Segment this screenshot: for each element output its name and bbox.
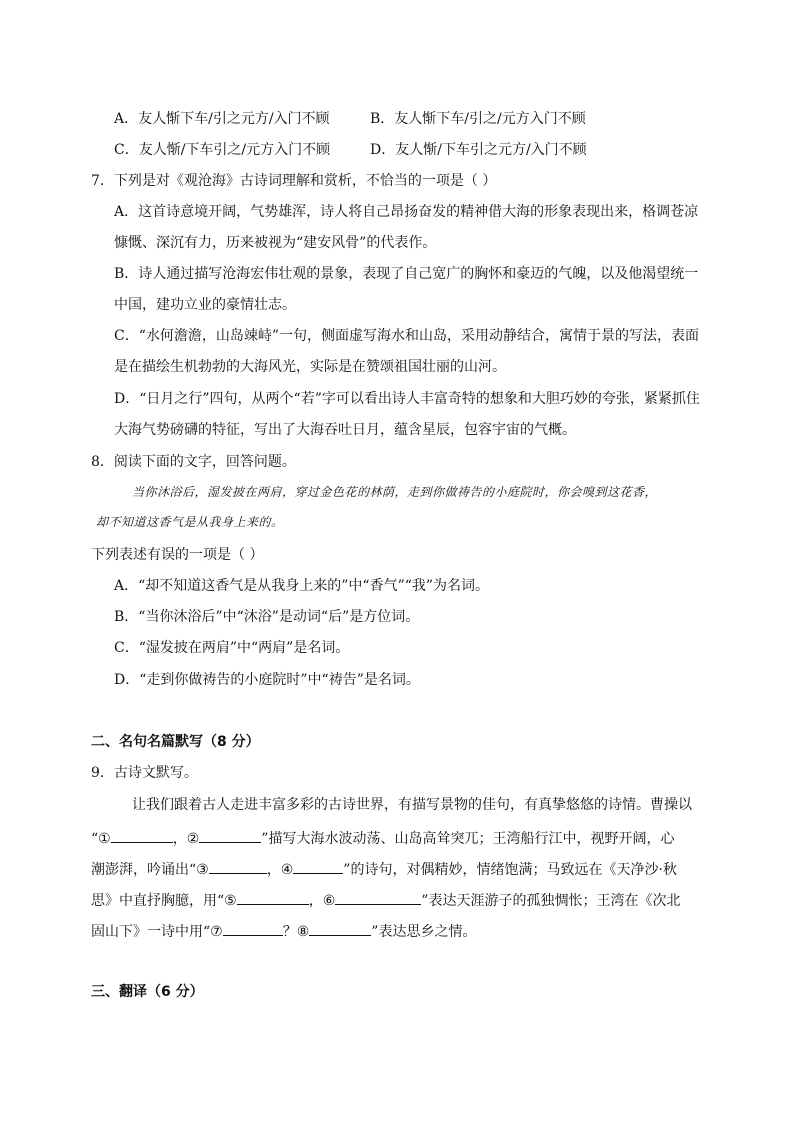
blank-number-4: ④	[280, 862, 294, 878]
blank-number-3: ③	[196, 862, 209, 878]
blank-5[interactable]	[237, 888, 309, 905]
q9-intro: 让我们跟着古人走进丰富多彩的古诗世界，有描写景物的佳句，有真挚悠悠的诗情。曹操以	[132, 797, 692, 813]
q7-option-c-line1: C．“水何澹澹，山岛竦峙”一句，侧面虚写海水和山岛，采用动静结合，寓情于景的写法，表面	[114, 328, 700, 344]
q6-option-d: D．友人惭/下车引之元方/入门不顾	[370, 142, 587, 158]
q8-passage-line1: 当你沐浴后，湿发披在两肩，穿过金色花的林荫，走到你做祷告的小庭院时，你会嗅到这花香，	[132, 485, 658, 499]
blank-8[interactable]	[309, 919, 371, 936]
q9-line5	[91, 919, 476, 939]
q7-option-b-line2: 中国，建功立业的豪情壮志。	[114, 297, 296, 313]
q7-stem: 7．下列是对《观沧海》古诗词理解和赏析，不恰当的一项是（ ）	[91, 173, 497, 189]
q6-option-a: A．友人惭下车/引之元方/入门不顾	[114, 111, 330, 127]
blank-7[interactable]	[223, 919, 283, 936]
q7-option-d-line2: 大海气势磅礴的特征，写出了大海吞吐日月，蕴含星辰，包容宇宙的气概。	[114, 422, 576, 438]
blank-number-7: ⑦	[210, 924, 223, 940]
blank-1[interactable]	[111, 826, 173, 843]
blank-6[interactable]	[335, 888, 421, 905]
q9-stem: 9．古诗文默写。	[91, 765, 198, 781]
q9-line2	[91, 826, 674, 846]
q8-stem: 8．阅读下面的文字，回答问题。	[91, 454, 296, 470]
q8-option-c: C．“湿发披在两肩”中“两肩”是名词。	[114, 640, 350, 656]
q9-text: ”表达天涯游子的孤独惆怅；王湾在《次北	[421, 893, 681, 909]
blank-number-2: ②	[186, 831, 200, 847]
q6-option-b: B．友人惭下车/引之/元方入门不顾	[370, 111, 586, 127]
q9-text: ，	[308, 893, 323, 909]
q9-line3	[91, 857, 677, 877]
q7-option-c-line2: 是在描绘生机勃勃的大海风光，实际是在赞颂祖国壮丽的山河。	[114, 359, 506, 375]
q7-option-a-line1: A．这首诗意境开阔，气势雄浑，诗人将自己昂扬奋发的精神借大海的形象表现出来，格调苍凉	[114, 204, 699, 220]
q8-option-b: B．“当你沐浴后”中“沐浴”是动词“后”是方位词。	[114, 609, 420, 625]
q8-option-a: A．“却不知道这香气是从我身上来的”中“香气”“我”为名词。	[114, 578, 490, 594]
q9-text: 潮澎湃，吟诵出“	[91, 862, 197, 878]
blank-number-8: ⑧	[296, 924, 310, 940]
q9-text: 固山下》一诗中用“	[91, 924, 211, 940]
blank-4[interactable]	[293, 857, 343, 874]
section-3-heading: 三、翻译（6 分）	[91, 984, 204, 1000]
q8-question: 下列表述有误的一项是（ ）	[91, 547, 264, 563]
q9-text: ”的诗句，对偶精妙，情绪饱满；马致远在《天净沙·秋	[343, 862, 677, 878]
blank-number-1: ①	[98, 831, 111, 847]
blank-3[interactable]	[209, 857, 267, 874]
blank-number-5: ⑤	[224, 893, 237, 909]
q9-line4	[91, 888, 680, 908]
q9-text: ？	[282, 924, 297, 940]
q7-option-b-line1: B．诗人通过描写沧海宏伟壮观的景象，表现了自己宽广的胸怀和豪迈的气魄，以及他渴望统一	[114, 266, 699, 282]
blank-number-6: ⑥	[322, 893, 336, 909]
q9-text: ，	[266, 862, 281, 878]
q9-text: “	[91, 831, 99, 847]
q7-option-d-line1: D．“日月之行”四句，从两个“若”字可以看出诗人丰富奇特的想象和大胆巧妙的夸张，紧紧抓住	[114, 391, 700, 407]
section-2-heading: 二、名句名篇默写（8 分）	[91, 734, 260, 750]
q8-option-d: D．“走到你做祷告的小庭院时”中“祷告”是名词。	[114, 672, 420, 688]
blank-2[interactable]	[199, 826, 261, 843]
q7-option-a-line2: 慷慨、深沉有力，历来被视为“建安风骨”的代表作。	[114, 235, 437, 251]
q9-text: 思》中直抒胸臆，用“	[91, 893, 225, 909]
q9-text: ，	[172, 831, 187, 847]
q8-passage-line2: 却不知道这香气是从我身上来的。	[96, 515, 284, 529]
q9-text: ”描写大海水波动荡、山岛高耸突兀；王湾船行江中，视野开阔，心	[261, 831, 675, 847]
q9-text: ”表达思乡之情。	[371, 924, 477, 940]
q6-option-c: C．友人惭/下车引之/元方入门不顾	[114, 142, 331, 158]
